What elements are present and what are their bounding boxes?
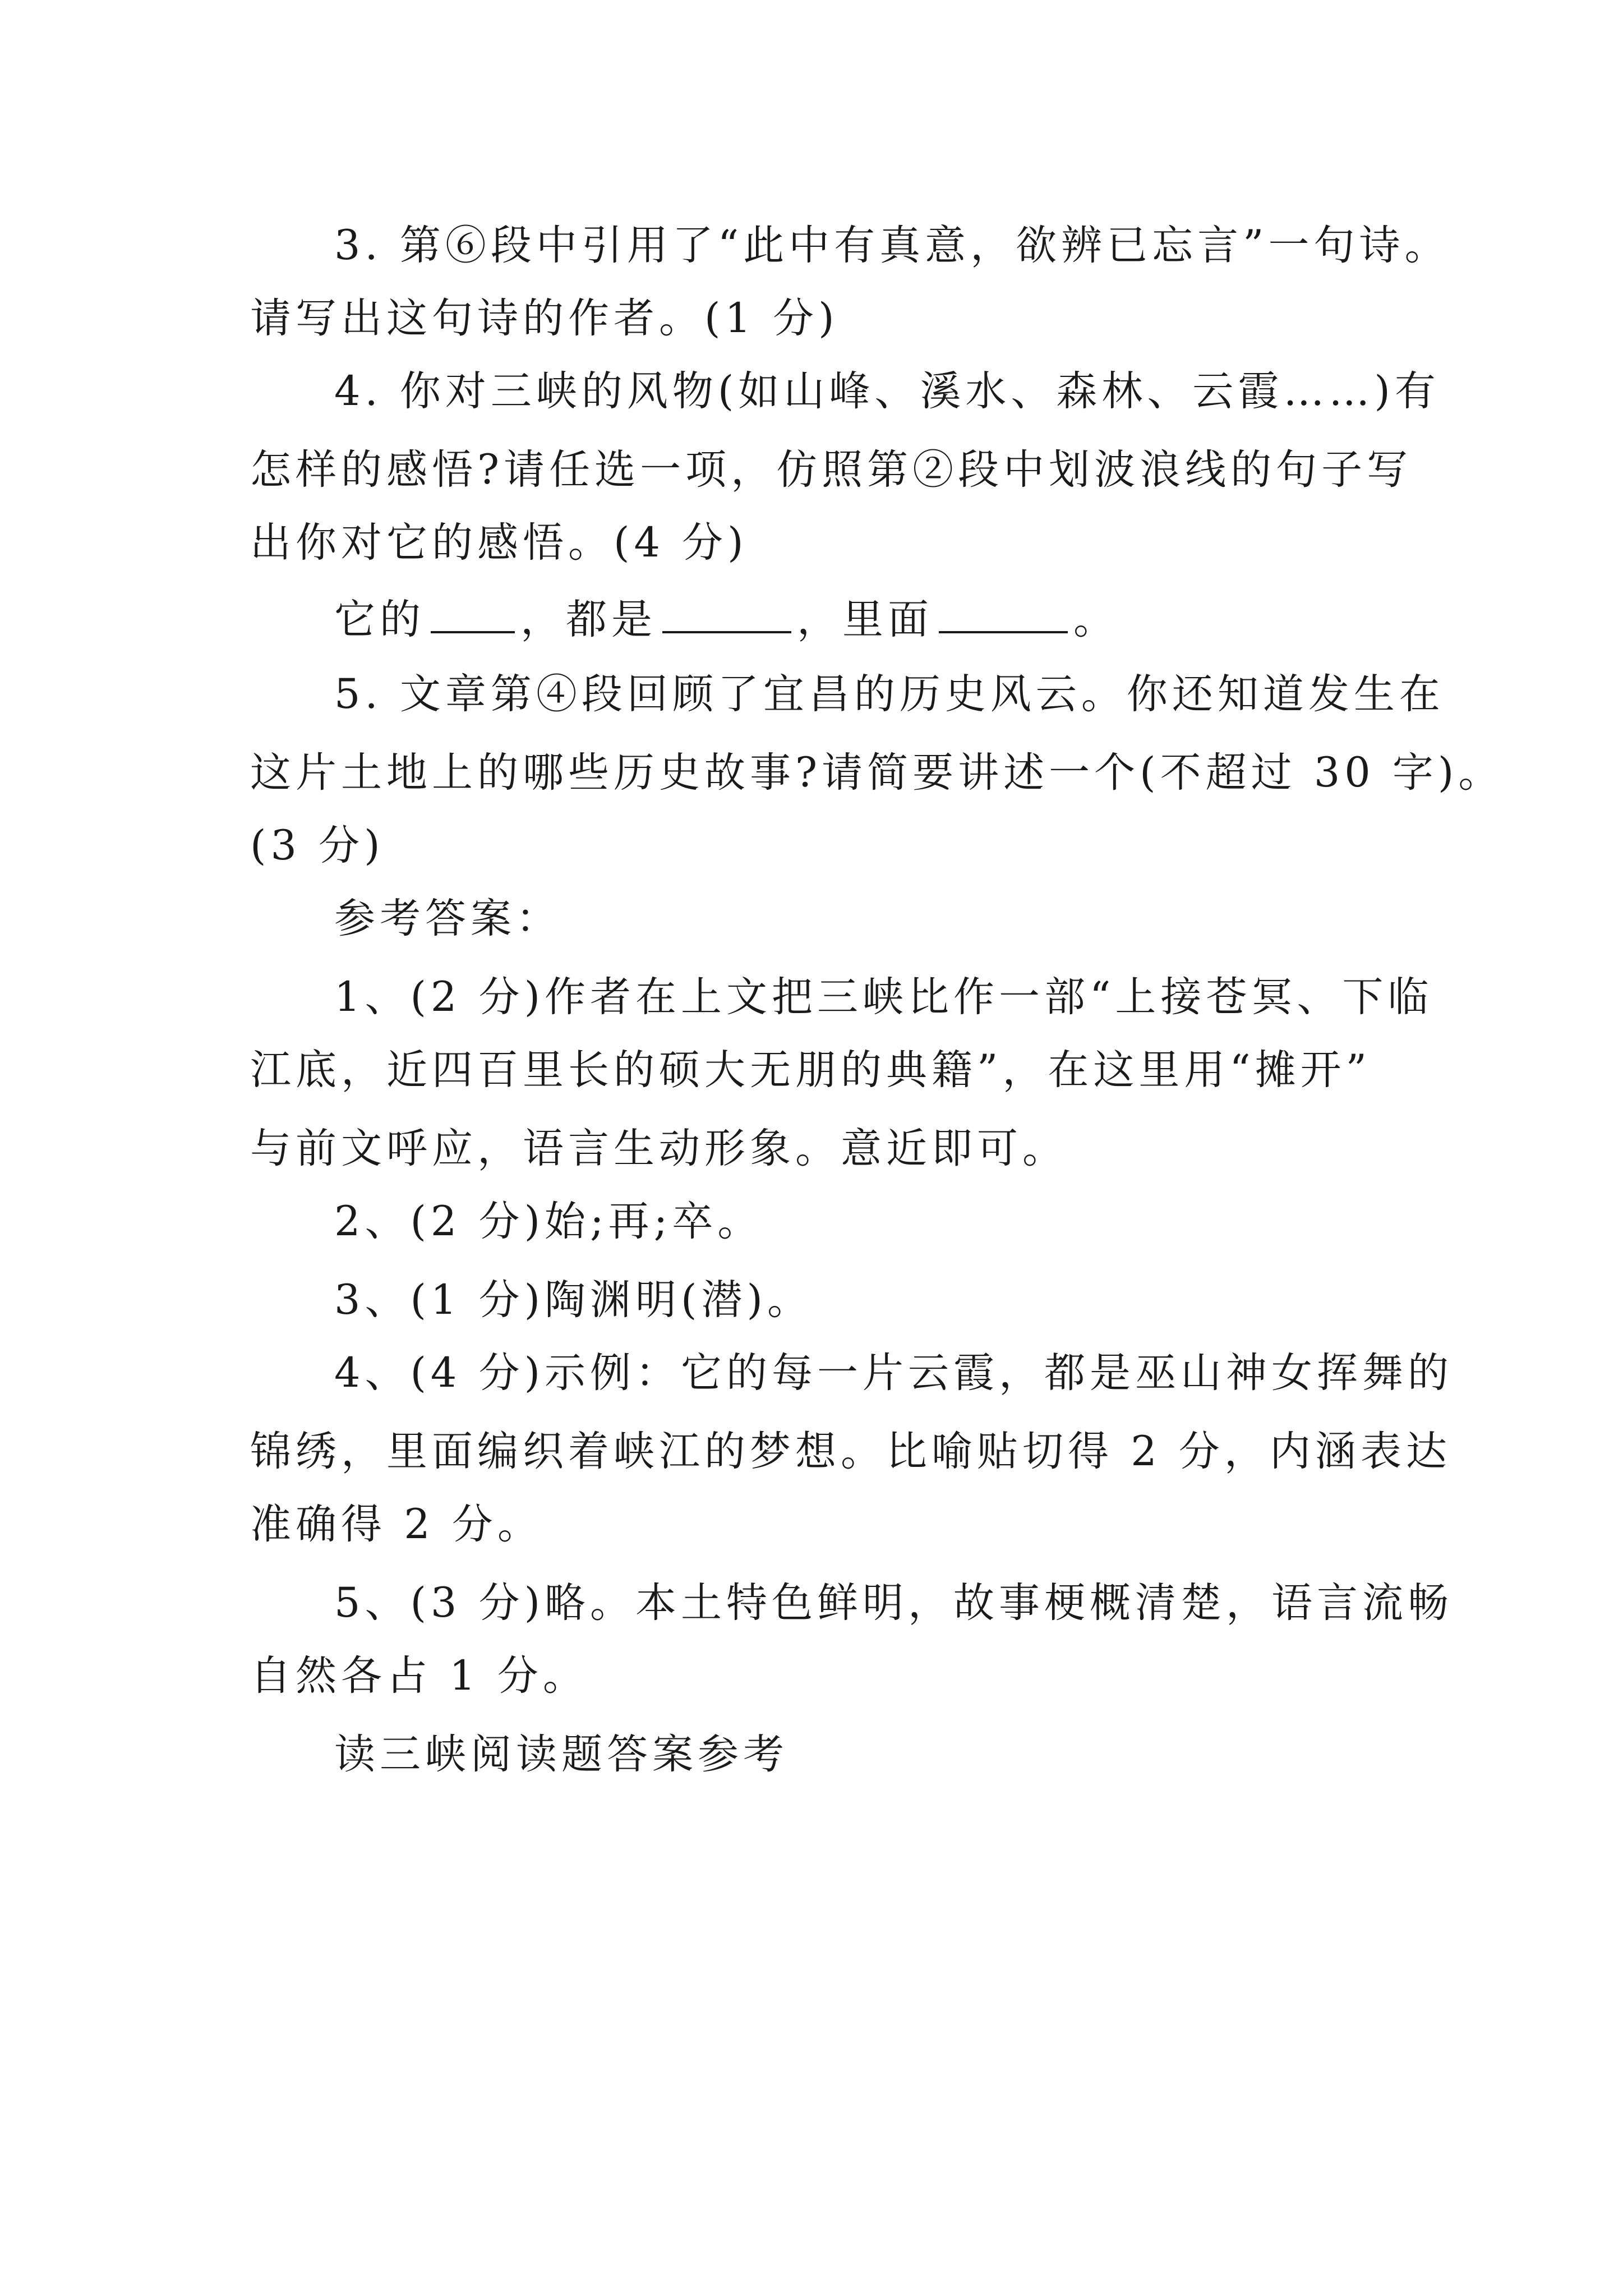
question-5-line-2: 这片土地上的哪些历史故事?请简要讲述一个(不超过 30 字)。 [250, 749, 1504, 797]
question-5-line-3: (3 分) [250, 822, 385, 869]
answer-blank-2[interactable] [662, 596, 791, 633]
fill-text-4: 。 [1073, 596, 1119, 643]
answer-4-line-2: 锦绣，里面编织着峡江的梦想。比喻贴切得 2 分，内涵表达 [250, 1428, 1451, 1475]
answer-5-line-1: 5、(3 分)略。本土特色鲜明，故事梗概清楚，语言流畅 [334, 1579, 1454, 1627]
answer-blank-1[interactable] [431, 596, 515, 633]
answer-2: 2、(2 分)始;再;卒。 [334, 1198, 763, 1245]
answer-5-line-2: 自然各占 1 分。 [250, 1652, 588, 1700]
question-4-line-3: 出你对它的感悟。(4 分) [250, 519, 748, 567]
fill-in-template [334, 592, 1119, 648]
fill-text-1: 它的 [334, 596, 425, 643]
answer-3: 3、(1 分)陶渊明(潜)。 [334, 1276, 813, 1324]
fill-text-2: ，都是 [520, 596, 657, 643]
answer-1-line-1: 1、(2 分)作者在上文把三峡比作一部“上接苍冥、下临 [334, 973, 1433, 1021]
question-4-line-1: 4. 你对三峡的风物(如山峰、溪水、森林、云霞……)有 [334, 367, 1440, 415]
footer-title: 读三峡阅读题答案参考 [334, 1731, 789, 1778]
question-5-line-1: 5. 文章第④段回顾了宜昌的历史风云。你还知道发生在 [334, 670, 1445, 718]
answer-4-line-1: 4、(4 分)示例：它的每一片云霞，都是巫山神女挥舞的 [334, 1349, 1454, 1397]
question-3-line-2: 请写出这句诗的作者。(1 分) [250, 295, 839, 342]
answer-blank-3[interactable] [939, 596, 1068, 633]
answer-1-line-3: 与前文呼应，语言生动形象。意近即可。 [250, 1125, 1068, 1172]
fill-text-3: ，里面 [797, 596, 933, 643]
answers-heading: 参考答案： [334, 895, 561, 942]
answer-4-line-3: 准确得 2 分。 [250, 1501, 543, 1548]
answer-1-line-2: 江底，近四百里长的硕大无朋的典籍”，在这里用“摊开” [250, 1046, 1371, 1094]
question-4-line-2: 怎样的感悟?请任选一项，仿照第②段中划波浪线的句子写 [250, 446, 1413, 494]
question-3-line-1: 3. 第⑥段中引用了“此中有真意，欲辨已忘言”一句诗。 [334, 222, 1450, 269]
